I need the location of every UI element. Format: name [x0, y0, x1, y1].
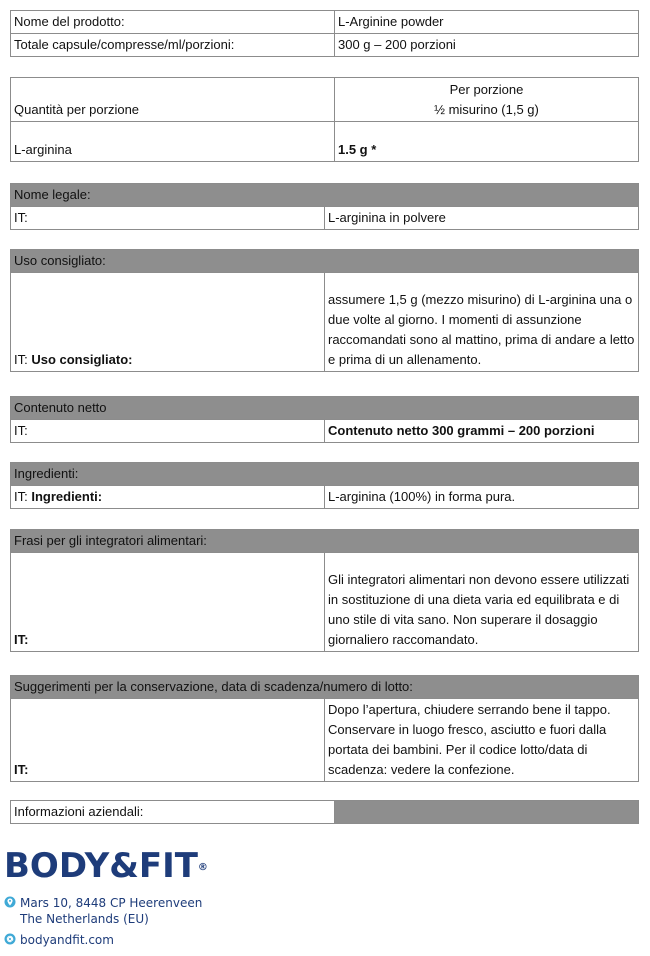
- product-name-label: Nome del prodotto:: [11, 11, 335, 34]
- usage-table: [10, 249, 639, 372]
- per-serving-line1: Per porzione: [449, 82, 524, 97]
- legal-name-it-label: IT:: [11, 207, 325, 230]
- net-content-table: [10, 396, 639, 443]
- address-line1: Mars 10, 8448 CP Heerenveen: [20, 896, 203, 910]
- legal-name-header: Nome legale:: [11, 184, 639, 207]
- usage-it-label: [11, 273, 325, 372]
- ingredient-name: L-arginina: [11, 122, 335, 162]
- quantity-label: Quantità per porzione: [11, 78, 335, 122]
- location-pin-icon: [4, 896, 16, 908]
- ingredient-amount: [335, 122, 639, 162]
- net-content-value: Contenuto netto 300 grammi – 200 porzioni: [328, 423, 595, 438]
- ingredient-amount-value: 1.5 g *: [338, 142, 377, 157]
- storage-value: Dopo l’apertura, chiudere serrando bene il tappo. Conservare in luogo fresco, asciutto e fuori dalla portata dei bambini. Per il codice lotto/data di scadenza: vedere la confezione.: [325, 699, 639, 782]
- phrases-header: Frasi per gli integratori alimentari:: [11, 530, 639, 553]
- ingredients-it-bold: Ingredienti:: [31, 489, 103, 504]
- net-content-value-cell: [325, 420, 639, 443]
- product-total-label: Totale capsule/compresse/ml/porzioni:: [11, 34, 335, 57]
- legal-name-table: [10, 183, 639, 230]
- storage-header: Suggerimenti per la conservazione, data di scadenza/numero di lotto:: [11, 676, 639, 699]
- address-line1-row: [4, 895, 202, 911]
- per-serving-header: [335, 78, 639, 122]
- ingredients-table: [10, 462, 639, 509]
- product-name-value: L-Arginine powder: [335, 11, 639, 34]
- net-content-header: Contenuto netto: [11, 397, 639, 420]
- usage-it-prefix: IT:: [14, 352, 32, 367]
- usage-value: assumere 1,5 g (mezzo misurino) di L-arginina una o due volte al giorno. I momenti di assunzione raccomandati sono al mattino, prima di andare a letto e prima di un allenamento.: [325, 273, 639, 372]
- phrases-table: [10, 529, 639, 652]
- product-table: [10, 10, 639, 57]
- company-header: Informazioni aziendali:: [11, 801, 335, 824]
- website-row: [4, 932, 114, 948]
- brand-logo-text: BODY&FIT: [4, 846, 198, 886]
- company-table: [10, 800, 639, 824]
- storage-table: [10, 675, 639, 782]
- legal-name-value: L-arginina in polvere: [325, 207, 639, 230]
- phrases-it-label: [11, 553, 325, 652]
- ingredients-header: Ingredienti:: [11, 463, 639, 486]
- ingredients-value: L-arginina (100%) in forma pura.: [325, 486, 639, 509]
- phrases-value: Gli integratori alimentari non devono essere utilizzati in sostituzione di una dieta varia ed equilibrata e di uno stile di vita sano. Non superare il dosaggio giornaliero raccomandato.: [325, 553, 639, 652]
- nutrition-table: [10, 77, 639, 162]
- company-header-fill: [335, 801, 639, 824]
- product-total-value: 300 g – 200 porzioni: [335, 34, 639, 57]
- net-content-it-label: IT:: [11, 420, 325, 443]
- storage-it-label: [11, 699, 325, 782]
- address-line2: The Netherlands (EU): [20, 912, 149, 926]
- per-serving-line2: ½ misurino (1,5 g): [434, 102, 539, 117]
- ingredients-it-label: [11, 486, 325, 509]
- registered-mark: ®: [197, 862, 208, 873]
- phrases-it-bold: IT:: [14, 632, 29, 647]
- storage-it-bold: IT:: [14, 762, 29, 777]
- usage-it-bold: Uso consigliato:: [31, 352, 133, 367]
- website-link[interactable]: bodyandfit.com: [20, 933, 114, 947]
- at-sign-icon: [4, 933, 16, 945]
- ingredients-it-prefix: IT:: [14, 489, 32, 504]
- usage-header: Uso consigliato:: [11, 250, 639, 273]
- brand-logo: [4, 846, 208, 886]
